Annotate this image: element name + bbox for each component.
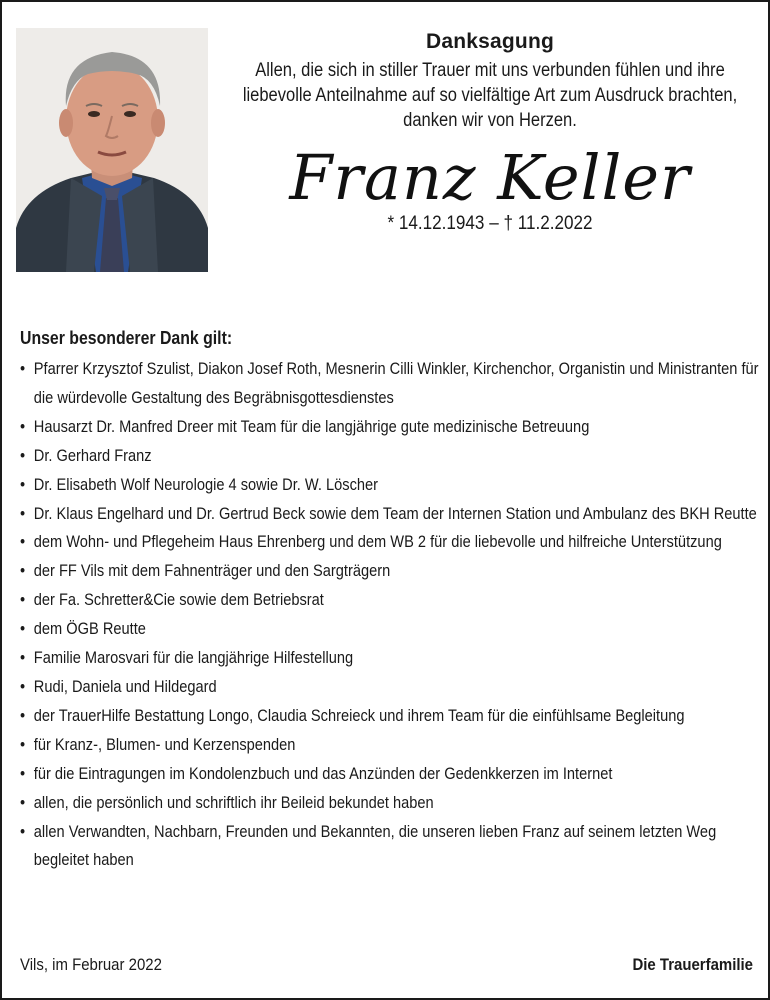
thanks-list: [20, 355, 759, 875]
list-item: • Dr. Klaus Engelhard und Dr. Gertrud Beck sowie dem Team der Internen Station und Ambulanz des BKH Reutte: [20, 500, 761, 529]
header: [230, 30, 750, 235]
list-item: • der FF Vils mit dem Fahnenträger und den Sargträgern: [20, 557, 761, 586]
list-item: • Dr. Gerhard Franz: [20, 442, 761, 471]
list-item: • der TrauerHilfe Bestattung Longo, Claudia Schreieck und ihrem Team für die einfühlsame Begleitung: [20, 702, 761, 731]
list-item: • Familie Marosvari für die langjährige Hilfestellung: [20, 644, 761, 673]
list-item: • Rudi, Daniela und Hildegard: [20, 673, 761, 702]
notice-title: Danksagung: [425, 30, 555, 53]
list-item: • Hausarzt Dr. Manfred Dreer mit Team für die langjährige gute medizinische Betreuung: [20, 413, 761, 442]
list-item: • allen Verwandten, Nachbarn, Freunden und Bekannten, die unseren lieben Franz auf seinem letzten Weg begleitet haben: [20, 818, 761, 876]
portrait-photo: [16, 28, 208, 272]
list-item: • dem ÖGB Reutte: [20, 615, 761, 644]
list-item: • allen, die persönlich und schriftlich ihr Beileid bekundet haben: [20, 789, 761, 818]
deceased-name: Franz Keller: [289, 141, 691, 214]
list-item: • für die Eintragungen im Kondolenzbuch und das Anzünden der Gedenkkerzen im Internet: [20, 760, 761, 789]
thanks-section: [20, 328, 759, 875]
life-dates: * 14.12.1943 – † 11.2.2022: [387, 213, 593, 234]
list-item: • Dr. Elisabeth Wolf Neurologie 4 sowie Dr. W. Löscher: [20, 471, 761, 500]
list-item: • dem Wohn- und Pflegeheim Haus Ehrenberg und dem WB 2 für die liebevolle und hilfreiche Unterstützung: [20, 528, 761, 557]
list-item: • für Kranz-, Blumen- und Kerzenspenden: [20, 731, 761, 760]
place-date: Vils, im Februar 2022: [20, 955, 162, 974]
thanks-title: Unser besonderer Dank gilt:: [20, 328, 233, 348]
list-item: • der Fa. Schretter&Cie sowie dem Betriebsrat: [20, 586, 761, 615]
signature: Die Trauerfamilie: [632, 955, 753, 974]
list-item: • Pfarrer Krzysztof Szulist, Diakon Josef Roth, Mesnerin Cilli Winkler, Kirchenchor, Organistin und Ministranten für die würdevolle Gestaltung des Begräbnisgottesdienstes: [20, 355, 761, 413]
intro-text: Allen, die sich in stiller Trauer mit uns verbunden fühlen und ihre liebevolle Anteilnahme auf so vielfältige Art zum Ausdruck brachten, danken wir von Herzen.: [242, 60, 738, 131]
portrait-image: [16, 28, 208, 272]
